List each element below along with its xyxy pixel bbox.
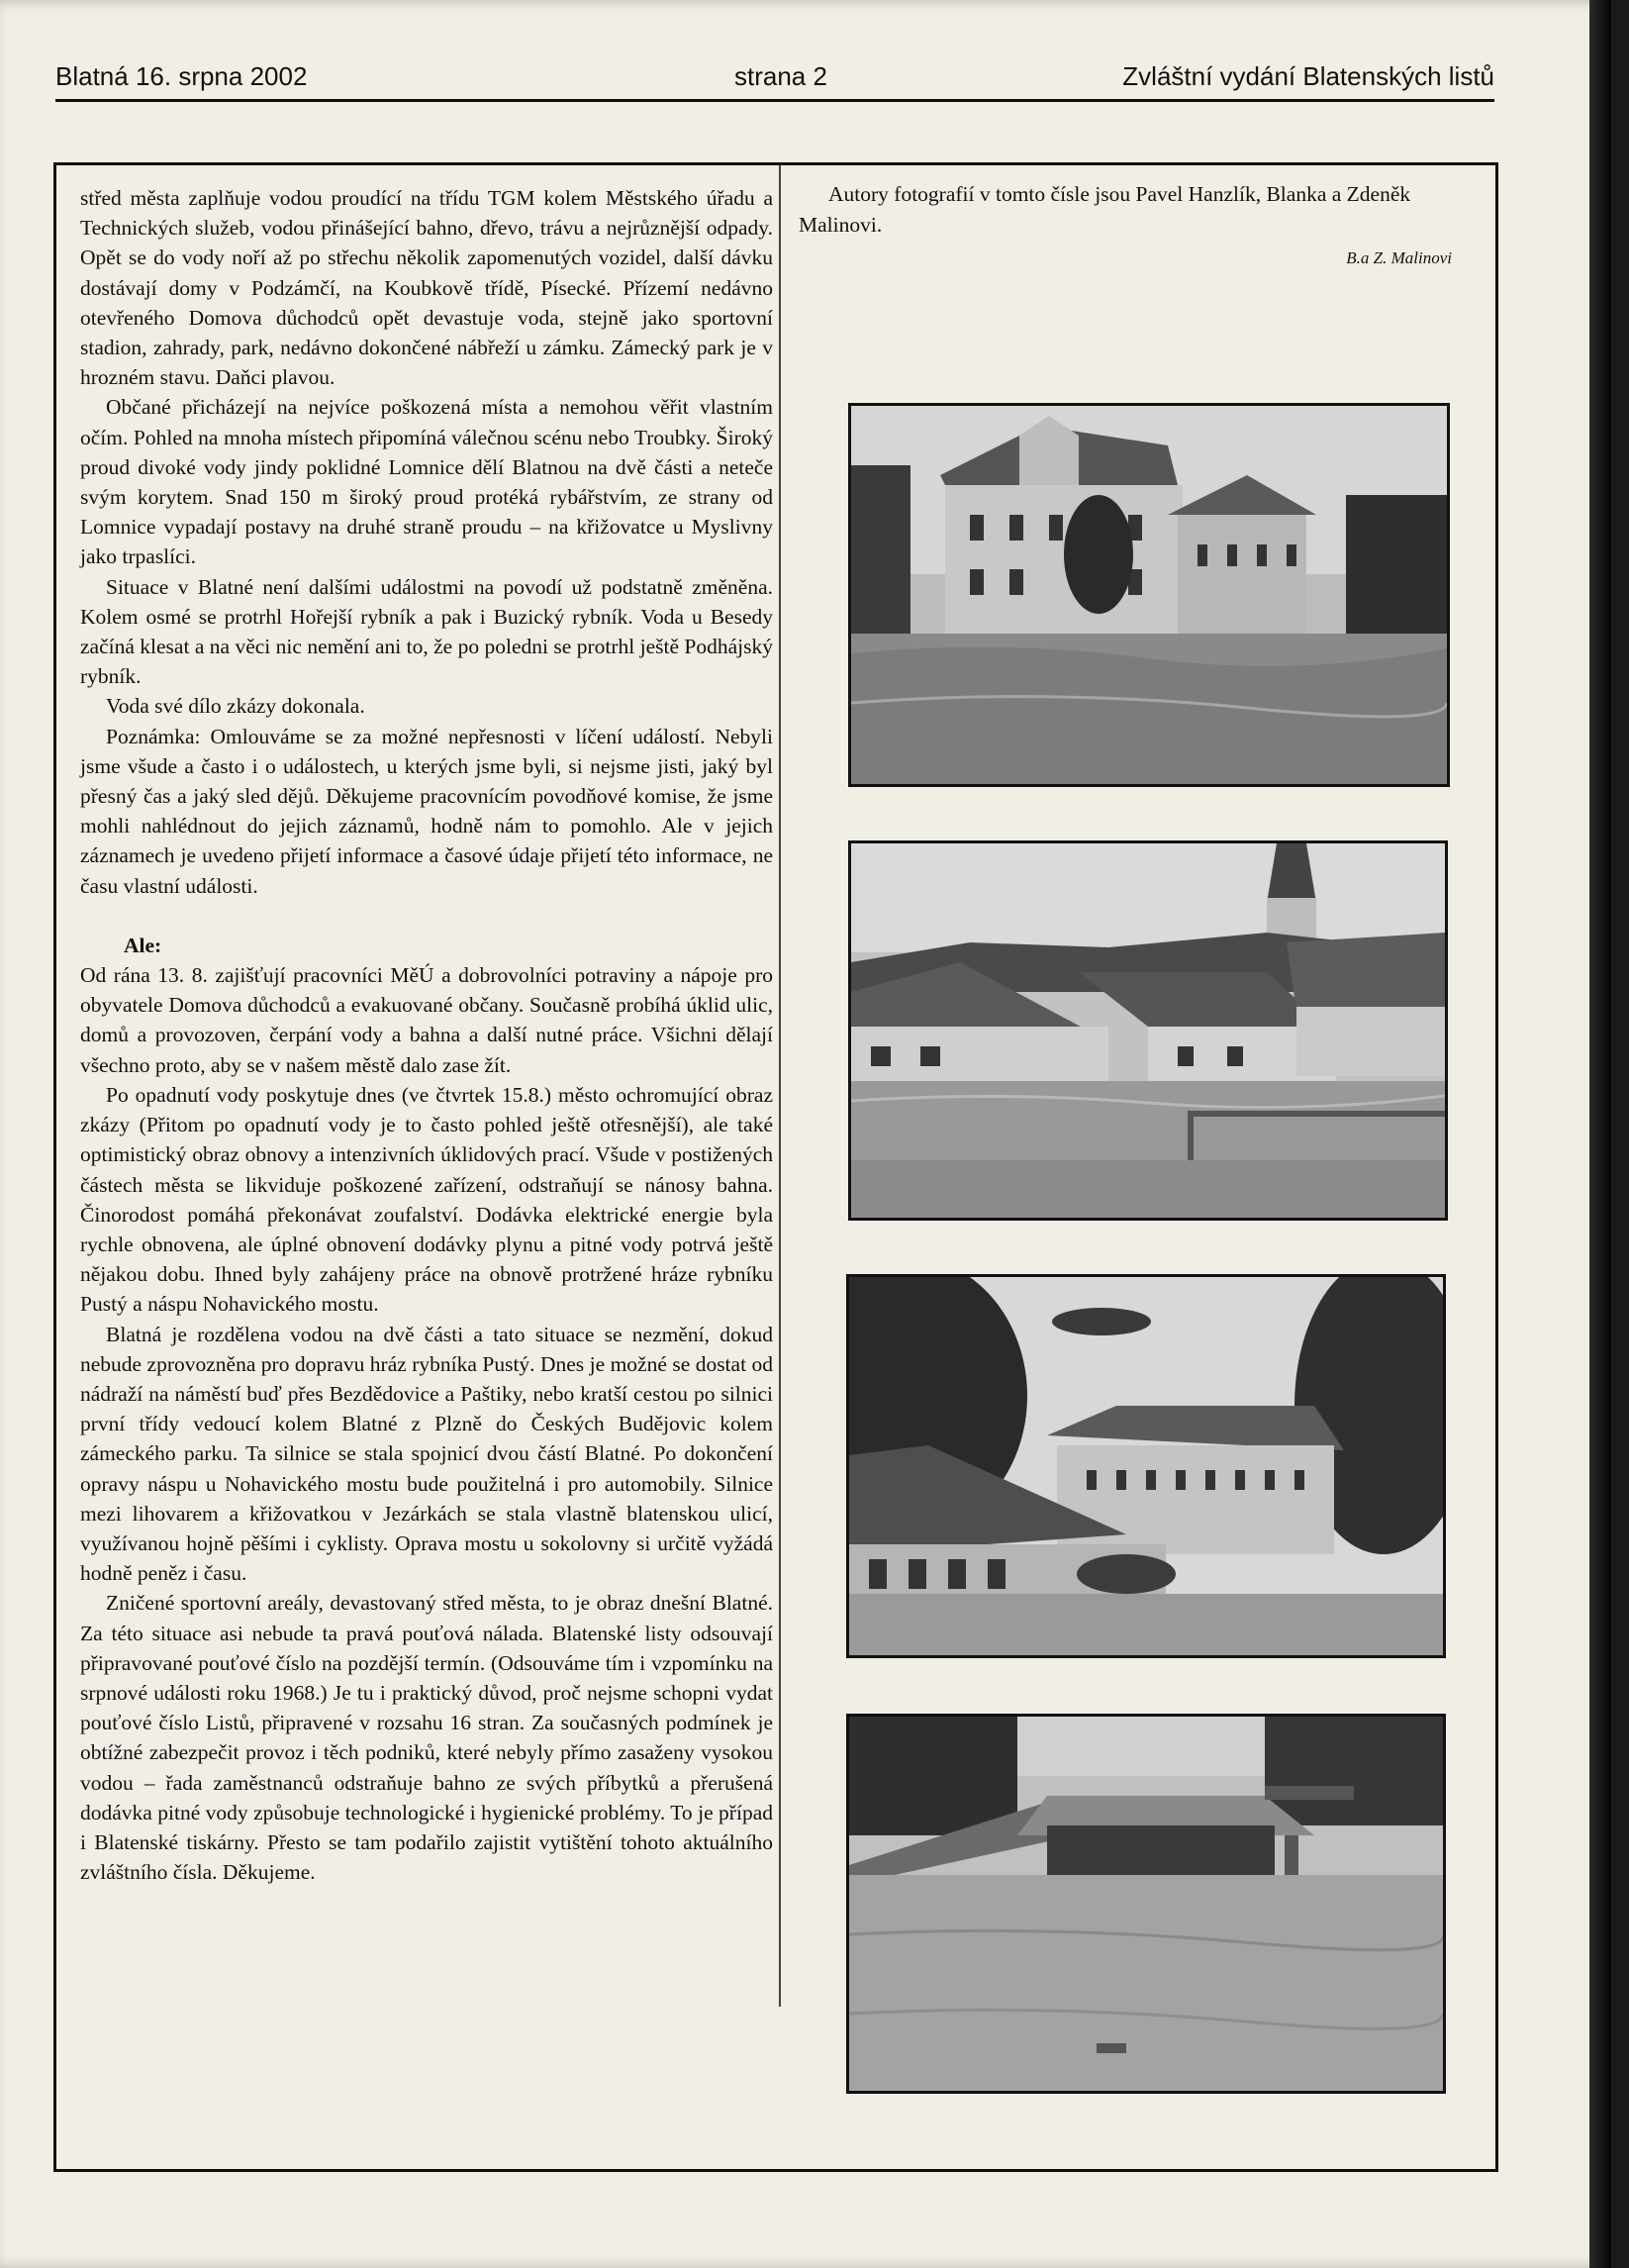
section-heading: Ale: <box>124 933 162 957</box>
masthead-rule <box>55 99 1494 102</box>
article-paragraph: Poznámka: Omlouváme se za možné nepřesnosti v líčení událostí. Nebyli jsme všude a často i o událostech, u kterých jsme byli, si nejsme jisti, jaký byl přesný čas a jaký sled dějů. Děkujeme pracovnícím povodňové komise, že jsme mohli nahlédnout do jejich záznamů, hodně nám to pomohlo. Ale v jejich záznamech je uvedeno přijetí informace a časové údaje přijetí této informace, ne času vlastní události. <box>80 724 773 898</box>
article-column <box>80 183 773 1887</box>
edition-title: Zvláštní vydání Blatenských listů <box>1122 61 1494 91</box>
article-frame <box>53 162 1498 2172</box>
page-edge-shadow <box>1589 0 1611 2268</box>
article-paragraph: Občané přicházejí na nejvíce poškozená místa a nemohou věřit vlastním očím. Pohled na mnoha místech připomíná válečnou scénu nebo Troubky. Široký proud divoké vody jindy poklidné Lomnice dělí Blatnou na dvě části a neteče svým korytem. Snad 150 m široký proud protéká rybářstvím, ze strany od Lomnice vypadají postavy na druhé straně proudu – na křižovatce u Myslivny jako trpaslíci. <box>80 395 773 569</box>
article-paragraph: Situace v Blatné není dalšími událostmi na povodí už podstatně změněna. Kolem osmé se protrhl Hořejší rybník a pak i Buzický rybník. Voda u Besedy začíná klesat a na věci nic nemění ani to, že po poledni se protrhl ještě Podhájský rybník. <box>80 574 773 689</box>
article-paragraph: Voda své dílo zkázy dokonala. <box>106 694 365 719</box>
article-paragraph: Po opadnutí vody poskytuje dnes (ve čtvrtek 15.8.) město ochromující obraz zkázy (Přitom po opadnutí vody je to často pohled ještě otřesnější), ale také optimistický obraz obnovy a intenzivních úklidových prací. Všude v postižených částech města se likviduje poškozené zařízení, odstraňují se nánosy bahna. Činorodost pomáhá překonávat zoufalství. Dodávka elektrické energie byla rychle obnovena, ale úplné obnovení dodávky plynu a pitné vody potrvá ještě nějakou dobu. Ihned byly zahájeny práce na obnově protržené hráze rybníku Pustý a náspu Nohavického mostu. <box>80 1082 773 1317</box>
flood-photo-helicopter <box>846 1274 1446 1658</box>
masthead <box>55 61 1494 101</box>
article-paragraph: střed města zaplňuje vodou proudící na třídu TGM kolem Městského úřadu a Technických služeb, vodou přinášející bahno, dřevo, trávu a nejrůznější odpady. Opět se do vody noří až po střechu několik zapomenutých vozidel, další dávku dostávají domy v Podzámčí, na Koubkově třídě, Písecké. Přízemí nedávno otevřeného Domova důchodců opět devastuje voda, stejně jako sportovní stadion, zahrady, park, nedávno dokončené nábřeží u zámku. Zámecký park je v hrozném stavu. Daňci plavou. <box>80 186 773 390</box>
column-divider <box>779 165 781 2007</box>
article-paragraph: Od rána 13. 8. zajišťují pracovníci MěÚ a dobrovolníci potraviny a nápoje pro obyvatele Domova důchodců a evakuované občany. Současně probíhá úklid ulic, domů a provozoven, čerpání vody a bahna a další nutné práce. Všichni dělají všechno proto, aby se v našem městě dalo zase žít. <box>80 963 773 1077</box>
issue-date: Blatná 16. srpna 2002 <box>55 61 308 91</box>
photo-column <box>799 179 1452 268</box>
signature: B.a Z. Malinovi <box>1346 248 1452 267</box>
article-paragraph: Zničené sportovní areály, devastovaný střed města, to je obraz dnešní Blatné. Za této situace asi nebude ta pravá pouťová nálada. Blatenské listy odsouvají připravované pouťové číslo na pozdější termín. (Odsouváme tím i vzpomínku na srpnové události roku 1968.) Je tu i praktický důvod, proč nejsme schopni vydat pouťové číslo Listů, připravené v rozsahu 16 stran. Za současných podmínek je obtížné zabezpečit provoz i těch podniků, které nebyly přímo zasaženy vysokou vodou – řada zaměstnanců odstraňuje bahno ze svých příbytků a přerušená dodávka pitné vody způsobuje technologické i hygienické problémy. To je případ i Blatenské tiskárny. Přesto se tam podařilo zajistit vytištění tohoto aktuálního zvláštního čísla. Děkujeme. <box>80 1591 773 1885</box>
article-paragraph: Blatná je rozdělena vodou na dvě části a tato situace se nezmění, dokud nebude zprovozněna pro dopravu hráz rybníka Pustý. Dnes je možné se dostat od nádraží na náměstí buď přes Bezdědovice a Paštiky, nebo kratší cestou po silnici první třídy vedoucí kolem Blatné z Plzně do Českých Budějovic kolem zámeckého parku. Ta silnice se stala spojnicí dvou částí Blatné. Po dokončení opravy náspu u Nohavického mostu bude použitelná i pro automobily. Silnice mezi lihovarem a křižovatkou v Jezárkách se stala vlastně blatenskou ulicí, využívanou hojně pěšími i cyklisty. Oprava mostu u sokolovny si určitě vyžádá hodně peněz i času. <box>80 1322 773 1586</box>
paragraph-spacer <box>80 901 773 931</box>
photo-credits: Autory fotografií v tomto čísle jsou Pavel Hanzlík, Blanka a Zdeněk Malinovi. <box>799 182 1411 237</box>
flood-photo-street <box>848 840 1448 1221</box>
flood-photo-bridge <box>846 1714 1446 2094</box>
flood-photo-villa <box>848 403 1450 787</box>
page-number: strana 2 <box>734 61 827 91</box>
